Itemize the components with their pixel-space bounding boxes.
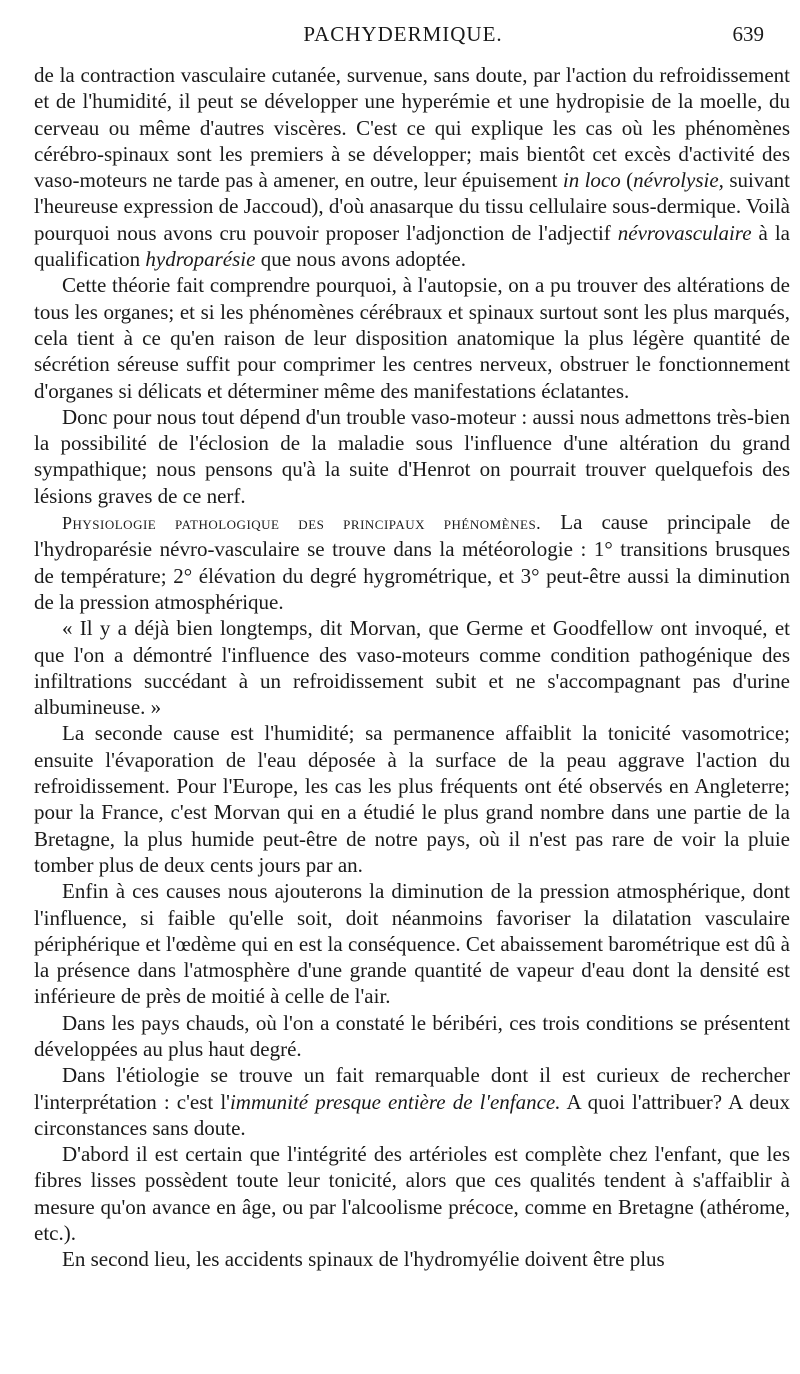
paragraph-9-text-a: Dans l'étiologie se trouve un fait remarquable dont il est curieux de rechercher l'interprétation : c'est l': [34, 1063, 790, 1114]
page-number: 639: [732, 22, 764, 46]
paragraph-1: [34, 62, 790, 272]
paragraph-11: En second lieu, les accidents spinaux de l'hydromyélie doivent être plus: [62, 1247, 665, 1272]
paragraph-10: D'abord il est certain que l'intégrité des artérioles est complète chez l'enfant, que les fibres lisses possèdent toute leur tonicité, alors que ces qualités tendent à s'affaiblir à mesure qu'on avance en âge, ou par l'alcoolisme précoce, comme en Bretagne (athérome, etc.).: [34, 1142, 790, 1246]
paragraph-7: Enfin à ces causes nous ajouterons la diminution de la pression atmosphérique, dont l'influence, si faible qu'elle soit, doit néanmoins favoriser la dilatation vasculaire périphérique et l'œdème qui en est la conséquence. Cet abaissement barométrique est dû à la présence dans l'atmosphère d'une grande quantité de vapeur d'eau dont la densité est inférieure de près de moitié à celle de l'air.: [34, 879, 790, 1009]
paragraph-9: [34, 1062, 790, 1141]
paragraph-1-text-g: à la qualification: [34, 220, 790, 272]
paragraph-6: La seconde cause est l'humidité; sa permanence affaiblit la tonicité vasomotrice; ensuite l'évaporation de l'eau déposée à la surface de la peau aggrave l'action du refroidissement. Pour l'Europe, les cas les plus fréquents ont été observés en Angleterre; pour la France, c'est Morvan qui en a étudié le plus grand nombre dans une partie de la Bretagne, la plus humide peut-être de notre pays, où il n'est pas rare de voir la pluie tomber plus de deux cents jours par an.: [34, 721, 790, 877]
paragraph-1-text-e: suivant l'heureuse expression de Jaccoud), d'où anasarque du tissu cellulaire sous-dermique. Voilà pourquoi nous avons cru pouvoir proposer l'adjonction de l'adjectif: [34, 168, 790, 245]
paragraph-3: Donc pour nous tout dépend d'un trouble vaso-moteur : aussi nous admettons très-bien la possibilité de l'éclosion de la maladie sous l'influence d'une altération du grand sympathique; nous pensons qu'à la suite d'Henrot on pourrait trouver quelquefois des lésions graves de ce nerf.: [34, 404, 790, 508]
paragraph-2: Cette théorie fait comprendre pourquoi, à l'autopsie, on a pu trouver des altérations de tous les organes; et si les phénomènes cérébraux et spinaux surtout sont les plus marqués, cela tient à ce qu'en raison de leur disposition anatomique la plus légère quantité de sécrétion séreuse suffit pour comprimer les centres nerveux, obstruer le fonctionnement d'organes si délicats et déterminer même des manifestations éclatantes.: [34, 273, 790, 403]
italic-nevrolysie: névrolysie,: [633, 168, 724, 193]
quotation-paragraph: « Il y a déjà bien longtemps, dit Morvan, que Germe et Goodfellow ont invoqué, et que l'on a démontré l'influence des vaso-moteurs comme condition pathogénique des infiltrations succédant à un refroidissement subit et ne s'accompagnant pas d'urine albumineuse. »: [34, 616, 790, 720]
running-header: [36, 22, 770, 50]
section-heading: Physiologie pathologique des principaux phénomènes.: [62, 513, 542, 534]
paragraph-4-text: La cause principale de l'hydroparésie névro-vasculaire se trouve dans la météorologie : 1° transitions brusques de température; 2° élévation du degré hygrométrique, et 3° peut-être aussi la diminution de la pression atmosphérique.: [34, 510, 790, 614]
italic-immunite: immunité presque entière de l'enfance.: [229, 1089, 561, 1114]
italic-in-loco: in loco: [562, 168, 621, 193]
paragraph-1-text-a: de la contraction vasculaire cutanée, survenue, sans doute, par l'action du refroidissement et de l'humidité, il peut se développer une hyperémie et une hydropisie de la moelle, du cerveau ou même d'autres viscères. C'est ce qui explique les cas où les phénomènes cérébro-spinaux sont les premiers à se développer; mais bientôt cet excès d'activité des vaso-moteurs ne tarde pas à amener, en outre, leur épuisement: [34, 63, 790, 193]
paragraph-8: Dans les pays chauds, où l'on a constaté le béribéri, ces trois conditions se présentent développées au plus haut degré.: [34, 1010, 790, 1061]
italic-hydroparesie: hydroparésie: [145, 247, 256, 272]
italic-nevrovasculaire: névrovasculaire: [617, 220, 752, 245]
running-title: PACHYDERMIQUE.: [303, 22, 503, 46]
paragraph-1-text-c: (: [620, 168, 634, 193]
body-text: [34, 62, 790, 1273]
paragraph-9-text-c: A quoi l'attribuer? A deux circonstances sans doute.: [34, 1089, 791, 1140]
paragraph-1-text-i: que nous avons adoptée.: [255, 247, 466, 272]
paragraph-4: [34, 509, 790, 615]
